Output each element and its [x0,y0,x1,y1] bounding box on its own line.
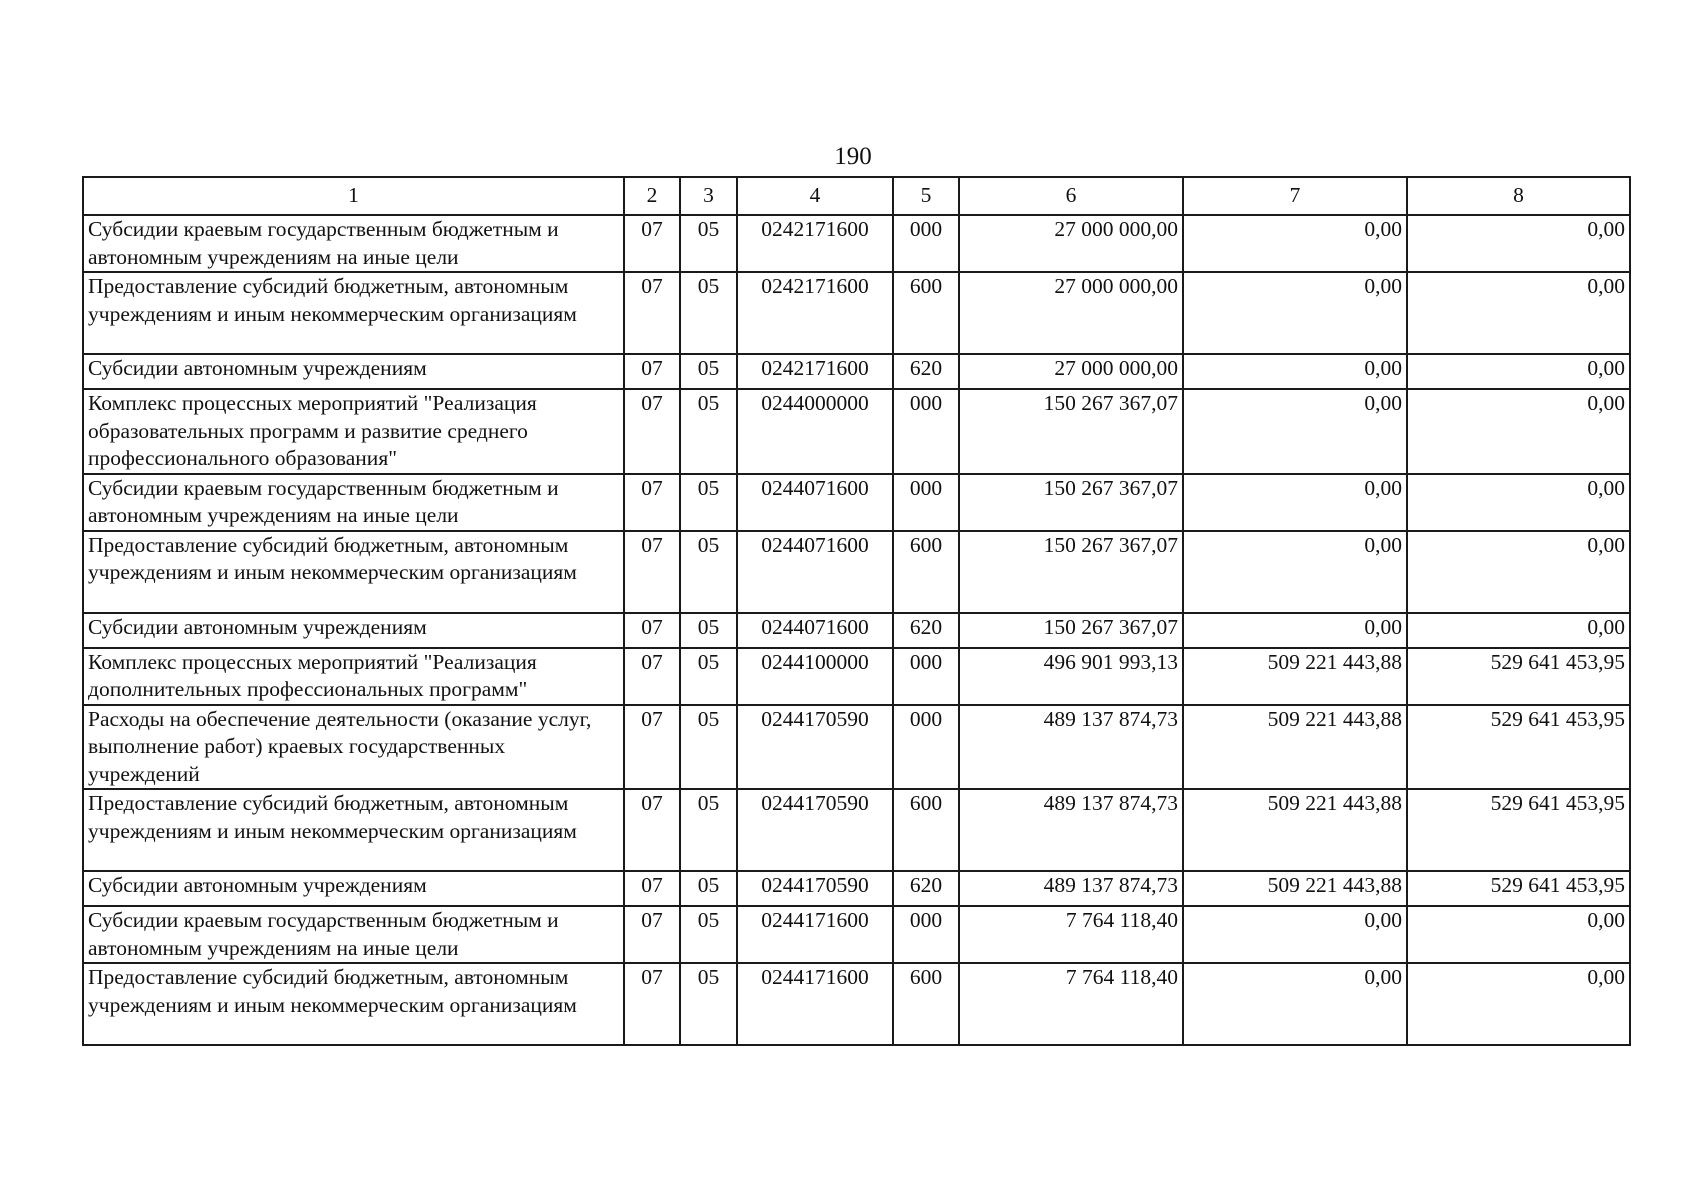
subsection-code-cell: 05 [680,354,737,389]
section-code-cell: 07 [624,531,680,613]
column-header: 5 [893,177,959,215]
expense-name-cell: Предоставление субсидий бюджетным, автономным учреждениям и иным некоммерческим организациям [83,272,624,354]
amount-col6-cell: 7 764 118,40 [959,906,1183,963]
target-article-cell: 0242171600 [737,272,893,354]
subsection-code-cell: 05 [680,272,737,354]
subsection-code-cell: 05 [680,963,737,1045]
target-article-cell: 0244170590 [737,789,893,871]
section-code-cell: 07 [624,871,680,906]
amount-col6-cell: 7 764 118,40 [959,963,1183,1045]
target-article-cell: 0244171600 [737,963,893,1045]
expense-name-cell: Расходы на обеспечение деятельности (оказание услуг, выполнение работ) краевых государственных учреждений [83,705,624,790]
target-article-cell: 0244171600 [737,906,893,963]
amount-col7-cell: 509 221 443,88 [1183,648,1407,705]
amount-col7-cell: 509 221 443,88 [1183,789,1407,871]
table-row [83,354,1630,389]
subsection-code-cell: 05 [680,474,737,531]
amount-col6-cell: 27 000 000,00 [959,354,1183,389]
column-header: 7 [1183,177,1407,215]
subsection-code-cell: 05 [680,215,737,272]
expense-name-cell: Предоставление субсидий бюджетным, автономным учреждениям и иным некоммерческим организациям [83,963,624,1045]
expense-type-cell: 000 [893,906,959,963]
column-header: 1 [83,177,624,215]
expense-type-cell: 000 [893,705,959,790]
subsection-code-cell: 05 [680,648,737,705]
expense-name-cell: Комплекс процессных мероприятий "Реализация образовательных программ и развитие среднего профессионального образования" [83,389,624,474]
target-article-cell: 0244170590 [737,871,893,906]
expense-type-cell: 600 [893,963,959,1045]
amount-col7-cell: 0,00 [1183,613,1407,648]
table-row [83,474,1630,531]
amount-col6-cell: 150 267 367,07 [959,389,1183,474]
subsection-code-cell: 05 [680,389,737,474]
amount-col8-cell: 529 641 453,95 [1407,705,1630,790]
section-code-cell: 07 [624,272,680,354]
column-header: 6 [959,177,1183,215]
section-code-cell: 07 [624,354,680,389]
amount-col8-cell: 0,00 [1407,963,1630,1045]
section-code-cell: 07 [624,613,680,648]
table-row [83,871,1630,906]
expense-name-cell: Субсидии автономным учреждениям [83,613,624,648]
amount-col6-cell: 489 137 874,73 [959,871,1183,906]
subsection-code-cell: 05 [680,531,737,613]
expense-type-cell: 620 [893,613,959,648]
amount-col7-cell: 0,00 [1183,531,1407,613]
table-row [83,215,1630,272]
target-article-cell: 0244071600 [737,474,893,531]
table-row [83,531,1630,613]
amount-col8-cell: 0,00 [1407,531,1630,613]
table-row [83,705,1630,790]
amount-col8-cell: 0,00 [1407,389,1630,474]
subsection-code-cell: 05 [680,906,737,963]
amount-col6-cell: 489 137 874,73 [959,789,1183,871]
section-code-cell: 07 [624,789,680,871]
target-article-cell: 0242171600 [737,354,893,389]
table-row [83,272,1630,354]
amount-col6-cell: 27 000 000,00 [959,272,1183,354]
amount-col7-cell: 0,00 [1183,906,1407,963]
budget-table [82,176,1631,1046]
amount-col6-cell: 150 267 367,07 [959,531,1183,613]
amount-col6-cell: 27 000 000,00 [959,215,1183,272]
amount-col8-cell: 0,00 [1407,215,1630,272]
target-article-cell: 0244170590 [737,705,893,790]
subsection-code-cell: 05 [680,789,737,871]
column-header: 4 [737,177,893,215]
target-article-cell: 0242171600 [737,215,893,272]
subsection-code-cell: 05 [680,871,737,906]
expense-name-cell: Предоставление субсидий бюджетным, автономным учреждениям и иным некоммерческим организациям [83,789,624,871]
table-row [83,906,1630,963]
amount-col7-cell: 0,00 [1183,474,1407,531]
target-article-cell: 0244071600 [737,531,893,613]
expense-type-cell: 000 [893,648,959,705]
expense-type-cell: 620 [893,354,959,389]
section-code-cell: 07 [624,906,680,963]
subsection-code-cell: 05 [680,613,737,648]
expense-type-cell: 600 [893,531,959,613]
amount-col7-cell: 0,00 [1183,354,1407,389]
section-code-cell: 07 [624,963,680,1045]
amount-col8-cell: 0,00 [1407,906,1630,963]
amount-col8-cell: 0,00 [1407,474,1630,531]
amount-col7-cell: 0,00 [1183,963,1407,1045]
table-row [83,789,1630,871]
section-code-cell: 07 [624,474,680,531]
expense-name-cell: Субсидии автономным учреждениям [83,354,624,389]
amount-col8-cell: 529 641 453,95 [1407,648,1630,705]
expense-name-cell: Субсидии краевым государственным бюджетным и автономным учреждениям на иные цели [83,906,624,963]
expense-name-cell: Субсидии краевым государственным бюджетным и автономным учреждениям на иные цели [83,215,624,272]
subsection-code-cell: 05 [680,705,737,790]
expense-name-cell: Комплекс процессных мероприятий "Реализация дополнительных профессиональных программ" [83,648,624,705]
column-header: 8 [1407,177,1630,215]
amount-col7-cell: 0,00 [1183,272,1407,354]
amount-col7-cell: 0,00 [1183,215,1407,272]
amount-col6-cell: 496 901 993,13 [959,648,1183,705]
table-row [83,613,1630,648]
expense-type-cell: 620 [893,871,959,906]
amount-col7-cell: 509 221 443,88 [1183,705,1407,790]
amount-col6-cell: 150 267 367,07 [959,613,1183,648]
section-code-cell: 07 [624,389,680,474]
expense-name-cell: Предоставление субсидий бюджетным, автономным учреждениям и иным некоммерческим организациям [83,531,624,613]
expense-type-cell: 000 [893,215,959,272]
expense-type-cell: 600 [893,272,959,354]
amount-col6-cell: 150 267 367,07 [959,474,1183,531]
expense-type-cell: 600 [893,789,959,871]
column-header: 2 [624,177,680,215]
page-number: 190 [834,143,872,170]
amount-col7-cell: 0,00 [1183,389,1407,474]
expense-type-cell: 000 [893,474,959,531]
amount-col8-cell: 0,00 [1407,613,1630,648]
section-code-cell: 07 [624,705,680,790]
amount-col8-cell: 529 641 453,95 [1407,789,1630,871]
expense-type-cell: 000 [893,389,959,474]
target-article-cell: 0244000000 [737,389,893,474]
section-code-cell: 07 [624,648,680,705]
amount-col8-cell: 0,00 [1407,272,1630,354]
amount-col8-cell: 529 641 453,95 [1407,871,1630,906]
expense-name-cell: Субсидии краевым государственным бюджетным и автономным учреждениям на иные цели [83,474,624,531]
amount-col7-cell: 509 221 443,88 [1183,871,1407,906]
expense-name-cell: Субсидии автономным учреждениям [83,871,624,906]
target-article-cell: 0244100000 [737,648,893,705]
section-code-cell: 07 [624,215,680,272]
amount-col8-cell: 0,00 [1407,354,1630,389]
table-row [83,963,1630,1045]
column-header: 3 [680,177,737,215]
amount-col6-cell: 489 137 874,73 [959,705,1183,790]
column-number-header-row [83,177,1630,215]
table-row [83,648,1630,705]
table-row [83,389,1630,474]
target-article-cell: 0244071600 [737,613,893,648]
